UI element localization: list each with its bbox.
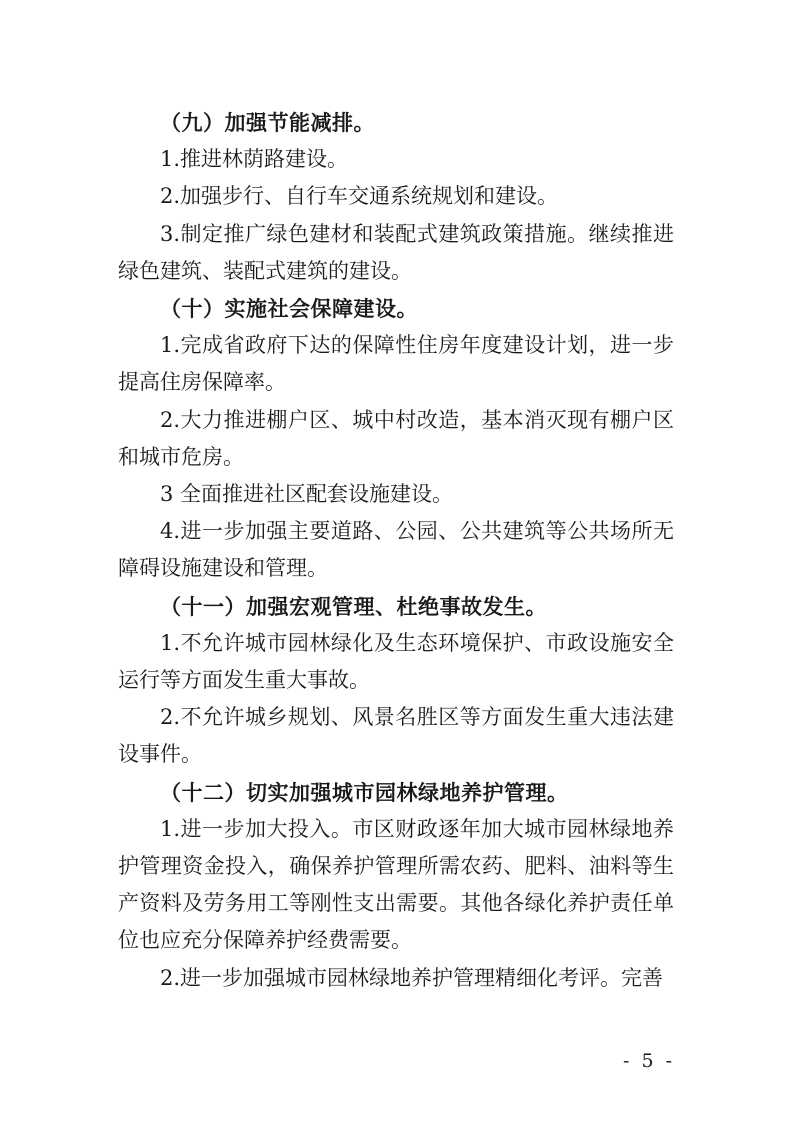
document-body bbox=[118, 104, 674, 997]
paragraph: 4.进一步加强主要道路、公园、公共建筑等公共场所无障碍设施建设和管理。 bbox=[118, 519, 674, 581]
paragraph: 1.不允许城市园林绿化及生态环境保护、市政设施安全运行等方面发生重大事故。 bbox=[118, 630, 674, 693]
paragraph: 2.不允许城乡规划、风景名胜区等方面发生重大违法建设事件。 bbox=[118, 705, 674, 767]
paragraph: 1.推进林荫路建设。 bbox=[160, 147, 349, 172]
section-heading-11: （十一）加强宏观管理、杜绝事故发生。 bbox=[160, 593, 547, 619]
section-heading-12: （十二）切实加强城市园林绿地养护管理。 bbox=[160, 779, 569, 805]
section-heading-10: （十）实施社会保障建设。 bbox=[160, 296, 418, 322]
paragraph: 2.大力推进棚户区、城中村改造，基本消灭现有棚户区和城市危房。 bbox=[118, 407, 674, 469]
paragraph: 3 全面推进社区配套设施建设。 bbox=[160, 482, 454, 507]
paragraph: 1.完成省政府下达的保障性住房年度建设计划，进一步提高住房保障率。 bbox=[118, 333, 674, 395]
section-heading-9: （九）加强节能减排。 bbox=[160, 110, 375, 135]
page-number: - 5 - bbox=[622, 1050, 675, 1072]
paragraph: 3.制定推广绿色建材和装配式建筑政策措施。继续推进绿色建筑、装配式建筑的建设。 bbox=[118, 221, 674, 283]
paragraph: 1.进一步加大投入。市区财政逐年加大城市园林绿地养护管理资金投入，确保养护管理所需农药、肥料、油料等生产资料及劳务用工等刚性支出需要。其他各绿化养护责任单位也应充分保障养护经费需要。 bbox=[118, 816, 674, 953]
paragraph: 2.进一步加强城市园林绿地养护管理精细化考评。完善 bbox=[160, 965, 664, 990]
paragraph: 2.加强步行、自行车交通系统规划和建设。 bbox=[160, 184, 559, 209]
